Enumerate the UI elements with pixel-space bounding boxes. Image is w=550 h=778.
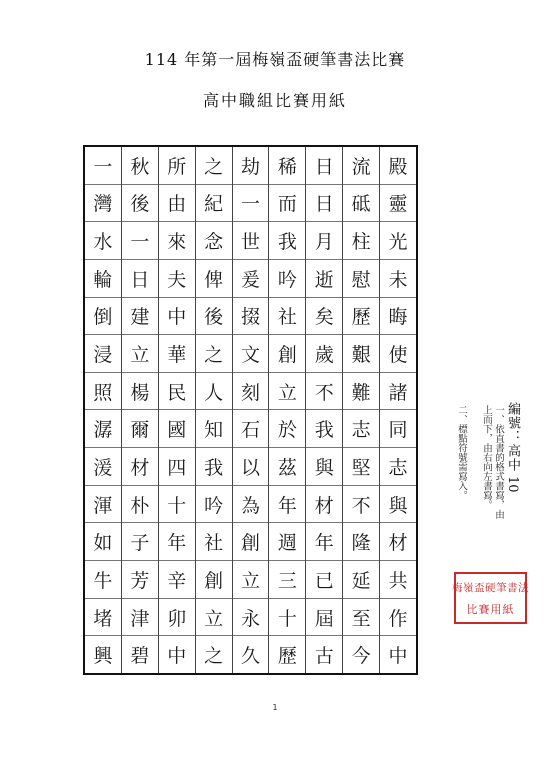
grid-cell: 浸 xyxy=(85,335,121,373)
grid-cell: 與 xyxy=(380,486,416,524)
grid-cell: 與 xyxy=(306,448,342,486)
grid-cell: 矣 xyxy=(306,298,342,336)
grid-cell: 如 xyxy=(85,523,121,561)
grid-cell: 爾 xyxy=(122,410,158,448)
grid-cell: 創 xyxy=(269,335,305,373)
grid-cell: 我 xyxy=(269,222,305,260)
grid-cell: 三 xyxy=(269,561,305,599)
grid-cell: 後 xyxy=(122,185,158,223)
grid-cell: 興 xyxy=(93,645,113,668)
grid-cell: 華 xyxy=(159,335,195,373)
grid-cell: 年 xyxy=(159,523,195,561)
grid-cell: 創 xyxy=(196,561,232,599)
instruction-line-1: 一、依直書的格式書寫，由上而下，由右向左書寫。 xyxy=(481,405,504,519)
grid-cell: 國 xyxy=(159,410,195,448)
grid-cell: 渾 xyxy=(85,486,121,524)
grid-cell: 歷 xyxy=(277,645,297,668)
grid-cell: 所 xyxy=(159,147,195,185)
grid-cell: 四 xyxy=(159,448,195,486)
grid-cell: 日 xyxy=(306,185,342,223)
grid-cell: 歲 xyxy=(306,335,342,373)
grid-column xyxy=(85,147,121,673)
grid-column xyxy=(195,147,232,673)
grid-cell: 堵 xyxy=(85,599,121,637)
grid-cell: 延 xyxy=(343,561,379,599)
grid-cell: 石 xyxy=(233,410,269,448)
grid-cell: 建 xyxy=(122,298,158,336)
grid-cell: 爰 xyxy=(233,260,269,298)
grid-cell: 由 xyxy=(159,185,195,223)
grid-cell: 未 xyxy=(380,260,416,298)
competition-stamp xyxy=(454,572,527,624)
grid-cell: 材 xyxy=(306,486,342,524)
grid-cell: 使 xyxy=(380,335,416,373)
grid-cell: 津 xyxy=(122,599,158,637)
writing-grid xyxy=(83,145,418,675)
grid-column xyxy=(158,147,195,673)
grid-cell: 民 xyxy=(159,373,195,411)
grid-cell: 已 xyxy=(306,561,342,599)
grid-column xyxy=(342,147,379,673)
grid-cell: 流 xyxy=(343,147,379,185)
grid-cell: 秋 xyxy=(122,147,158,185)
grid-cell: 志 xyxy=(380,448,416,486)
grid-cell: 紀 xyxy=(196,185,232,223)
grid-cell: 久 xyxy=(240,645,260,668)
grid-cell: 歷 xyxy=(343,298,379,336)
grid-cell: 中 xyxy=(167,645,187,668)
instruction-line-2: 二、標點符號需寫入。 xyxy=(456,405,467,500)
page-number: 1 xyxy=(272,703,278,712)
grid-cell: 文 xyxy=(233,335,269,373)
grid-cell: 諸 xyxy=(380,373,416,411)
grid-cell: 十 xyxy=(269,599,305,637)
grid-cell: 永 xyxy=(233,599,269,637)
grid-cell: 年 xyxy=(269,486,305,524)
grid-cell: 逝 xyxy=(306,260,342,298)
serial-number-label xyxy=(503,402,522,493)
grid-cell: 我 xyxy=(306,410,342,448)
grid-cell: 而 xyxy=(269,185,305,223)
grid-cell: 碧 xyxy=(130,645,150,668)
grid-cell: 牛 xyxy=(85,561,121,599)
grid-cell: 日 xyxy=(122,260,158,298)
grid-cell: 灣 xyxy=(85,185,121,223)
grid-cell: 立 xyxy=(122,335,158,373)
grid-cell: 材 xyxy=(122,448,158,486)
grid-cell: 日 xyxy=(306,147,342,185)
grid-cell: 古 xyxy=(314,645,334,668)
grid-cell: 俾 xyxy=(196,260,232,298)
grid-cell: 屆 xyxy=(306,599,342,637)
grid-cell: 一 xyxy=(85,147,121,185)
grid-cell: 劫 xyxy=(233,147,269,185)
grid-columns xyxy=(85,147,416,673)
grid-cell: 至 xyxy=(343,599,379,637)
grid-cell: 慰 xyxy=(343,260,379,298)
grid-cell: 立 xyxy=(196,599,232,637)
grid-column xyxy=(232,147,269,673)
stamp-line-2: 比賽用紙 xyxy=(466,602,515,616)
grid-cell: 晦 xyxy=(380,298,416,336)
grid-cell: 吟 xyxy=(196,486,232,524)
grid-cell: 子 xyxy=(122,523,158,561)
grid-column xyxy=(379,147,416,673)
grid-cell: 週 xyxy=(269,523,305,561)
grid-cell: 掇 xyxy=(233,298,269,336)
grid-cell: 芳 xyxy=(122,561,158,599)
grid-cell: 月 xyxy=(306,222,342,260)
grid-cell: 夫 xyxy=(159,260,195,298)
competition-title: 114 年第一屆梅嶺盃硬筆書法比賽 xyxy=(144,50,406,69)
grid-cell: 刻 xyxy=(233,373,269,411)
grid-cell: 照 xyxy=(85,373,121,411)
grid-cell: 之 xyxy=(204,645,224,668)
grid-cell: 殿 xyxy=(380,147,416,185)
grid-cell: 不 xyxy=(343,486,379,524)
grid-cell: 同 xyxy=(380,410,416,448)
grid-cell: 湲 xyxy=(85,448,121,486)
grid-cell: 靈 xyxy=(380,185,416,223)
grid-cell: 光 xyxy=(380,222,416,260)
grid-cell: 材 xyxy=(380,523,416,561)
grid-column xyxy=(121,147,158,673)
grid-cell: 念 xyxy=(196,222,232,260)
grid-column xyxy=(268,147,305,673)
grid-cell: 不 xyxy=(306,373,342,411)
grid-cell: 中 xyxy=(388,645,408,668)
grid-cell: 輪 xyxy=(85,260,121,298)
grid-cell: 立 xyxy=(269,373,305,411)
serial-label-text: 編號：高中 xyxy=(505,402,520,472)
grid-cell: 之 xyxy=(196,335,232,373)
grid-cell: 十 xyxy=(159,486,195,524)
grid-cell: 人 xyxy=(196,373,232,411)
grid-cell: 砥 xyxy=(343,185,379,223)
grid-cell: 中 xyxy=(159,298,195,336)
grid-cell: 茲 xyxy=(269,448,305,486)
grid-cell: 年 xyxy=(306,523,342,561)
grid-cell: 以 xyxy=(233,448,269,486)
grid-cell: 卯 xyxy=(159,599,195,637)
grid-cell: 世 xyxy=(233,222,269,260)
grid-cell: 知 xyxy=(196,410,232,448)
grid-cell: 水 xyxy=(85,222,121,260)
grid-cell: 創 xyxy=(233,523,269,561)
grid-cell: 吟 xyxy=(269,260,305,298)
paper-subtitle: 高中職組比賽用紙 xyxy=(202,91,347,110)
grid-cell: 之 xyxy=(196,147,232,185)
grid-cell: 難 xyxy=(343,373,379,411)
grid-cell: 一 xyxy=(122,222,158,260)
grid-cell: 一 xyxy=(233,185,269,223)
grid-cell: 社 xyxy=(196,523,232,561)
grid-cell: 艱 xyxy=(343,335,379,373)
grid-cell: 來 xyxy=(159,222,195,260)
grid-cell: 柱 xyxy=(343,222,379,260)
serial-number-value: 10 xyxy=(505,476,520,493)
grid-cell: 朴 xyxy=(122,486,158,524)
grid-cell: 隆 xyxy=(343,523,379,561)
grid-cell: 倒 xyxy=(85,298,121,336)
grid-column xyxy=(305,147,342,673)
grid-cell: 堅 xyxy=(343,448,379,486)
grid-cell: 為 xyxy=(233,486,269,524)
grid-cell: 我 xyxy=(196,448,232,486)
grid-cell: 作 xyxy=(380,599,416,637)
grid-cell: 辛 xyxy=(159,561,195,599)
grid-cell: 共 xyxy=(380,561,416,599)
grid-cell: 志 xyxy=(343,410,379,448)
grid-cell: 後 xyxy=(196,298,232,336)
grid-cell: 立 xyxy=(233,561,269,599)
grid-cell: 潺 xyxy=(85,410,121,448)
stamp-line-1: 梅嶺盃硬筆書法 xyxy=(452,581,529,594)
grid-cell: 社 xyxy=(269,298,305,336)
grid-cell: 稀 xyxy=(269,147,305,185)
grid-cell: 於 xyxy=(269,410,305,448)
grid-cell: 今 xyxy=(351,645,371,668)
grid-cell: 楊 xyxy=(122,373,158,411)
